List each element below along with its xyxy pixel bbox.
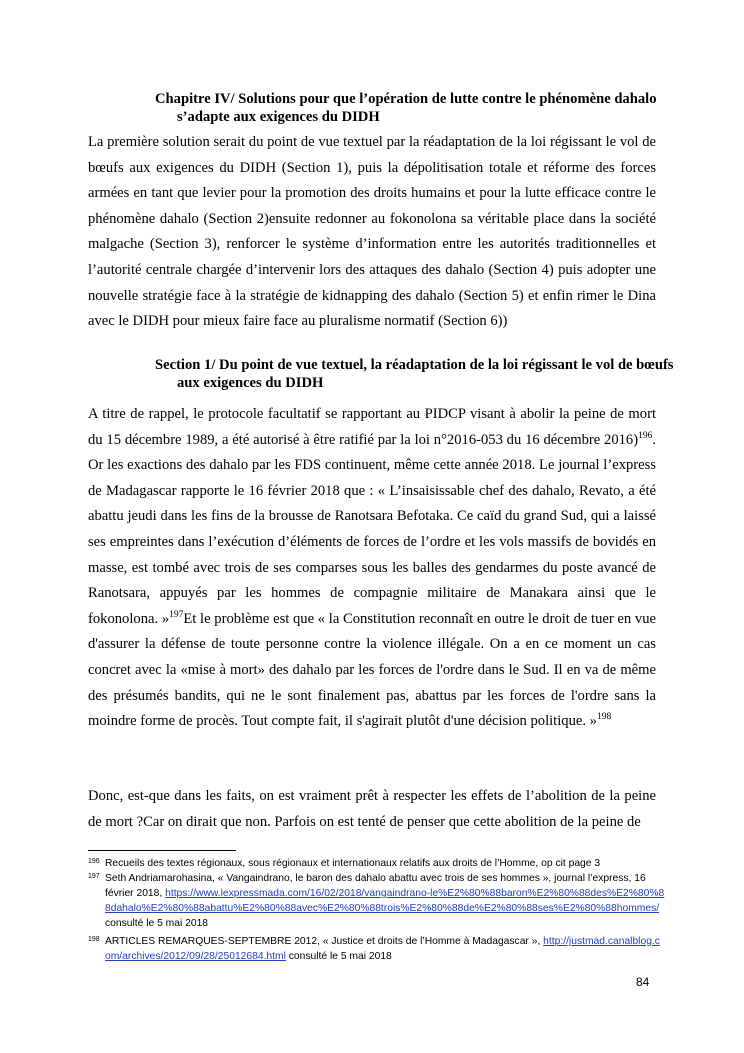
paragraph-text-part: Et le problème est que « la Constitution reconnaît en outre le droit de tuer en vue d'assurer la défense de toute personne contre la violence illégale. On a en ce moment un cas concret avec la «mise à mort» des dahalo par les forces de l'ordre dans le Sud. Il en va de même des présumés bandits, qui ne le sont finalement pas, abattus par les forces de l'ordre sans la moindre forme de procès. Tout compte fait, il s'agirait plutôt d'une décision politique. » xyxy=(88,610,656,730)
footnote-text: Seth Andriamarohasina, « Vangaindrano, le baron des dahalo abattu avec trois de ses hommes », journal l’express, 16 février 2018, xyxy=(105,873,646,899)
footnote-text-after: consulté le 5 mai 2018 xyxy=(285,951,392,962)
paragraph-text-part: . Or les exactions des dahalo par les FDS continuent, même cette année 2018. Le journal l’express de Madagascar rapporte le 16 février 2018 que : « L’insaisissable chef des dahalo, Revato, a été abattu jeudi dans les fins de la brousse de Ranotsara Befotaka. Ce caïd du grand Sud, qui a laissé ses empreintes dans l’exécution d’éléments de forces de l’ordre et les vols massifs de bovidés en masse, est tombé avec trois de ses comparses sous les balles des gendarmes du poste avancé de Ranotsara, appuyés par les hommes de compagnie militaire de Manakara ainsi que le fokonolona. » xyxy=(88,431,656,627)
footnote-link[interactable]: https://www.lexpressmada.com/16/02/2018/vangaindrano-le%E2%80%88baron%E2%80%88des%E2%80%88dahalo%E2%80%88abattu%E2%80%88avec%E2%80%88trois%E2%80%88de%E2%80%88ses%E2%80%88hommes/ xyxy=(105,888,665,914)
footnote-number: 196 xyxy=(88,858,100,865)
section-paragraph xyxy=(88,402,656,735)
footnote-198 xyxy=(88,934,665,964)
footnote-link[interactable]: http://justmad.canalblog.com/archives/2012/09/28/25012684.html xyxy=(105,936,660,962)
footnote-text: ARTICLES REMARQUES-SEPTEMBRE 2012, « Justice et droits de l’Homme à Madagascar », xyxy=(105,936,544,947)
footnote-text-after: consulté le 5 mai 2018 xyxy=(105,918,209,929)
section-title: Section 1/ Du point de vue textuel, la réadaptation de la loi régissant le vol de bœufs aux exigences du DIDH xyxy=(155,357,674,391)
section-paragraph-continued: Donc, est-que dans les faits, on est vraiment prêt à respecter les effets de l’abolition de la peine de mort ?Car on dirait que non. Parfois on est tenté de penser que cette abolition de la peine de xyxy=(88,788,656,830)
chapter-intro-paragraph: La première solution serait du point de vue textuel par la réadaptation de la loi régissant le vol de bœufs aux exigences du DIDH (Section 1), puis la dépolitisation totale et réforme des forces armées en tant que levier pour la promotion des droits humains et pour la lutte efficace contre le phénomène dahalo (Section 2)ensuite redonner au fokonolona sa véritable place dans la société malgache (Section 3), renforcer le système d’information entre les autorités traditionnelles et l’autorité centrale chargée d’intervenir lors des attaques des dahalo (Section 4) puis adopter une nouvelle stratégie face à la stratégie de kidnapping des dahalo (Section 5) et enfin rimer le Dina avec le DIDH pour mieux faire face au pluralisme normatif (Section 6)) xyxy=(88,134,656,330)
paragraph-text-part: A titre de rappel, le protocole facultatif se rapportant au PIDCP visant à abolir la peine de mort du 15 décembre 1989, a été autorisé à être ratifié par la loi n°2016-053 du 16 décembre 2016) xyxy=(88,406,656,448)
footnote-text: Recueils des textes régionaux, sous régionaux et internationaux relatifs aux droits de l’Homme, op cit page 3 xyxy=(105,858,601,869)
footnote-ref-197[interactable]: 197 xyxy=(169,609,184,620)
chapter-title: Chapitre IV/ Solutions pour que l’opération de lutte contre le phénomène dahalo s’adapte aux exigences du DIDH xyxy=(155,91,657,125)
footnote-separator xyxy=(88,850,236,851)
footnote-number: 197 xyxy=(88,873,100,880)
footnote-ref-198[interactable]: 198 xyxy=(596,712,612,723)
page-number: 84 xyxy=(636,975,650,989)
footnote-ref-196[interactable]: 196 xyxy=(638,430,653,441)
footnote-number: 198 xyxy=(88,936,100,943)
footnote-197 xyxy=(88,871,665,931)
footnote-196 xyxy=(88,856,665,871)
